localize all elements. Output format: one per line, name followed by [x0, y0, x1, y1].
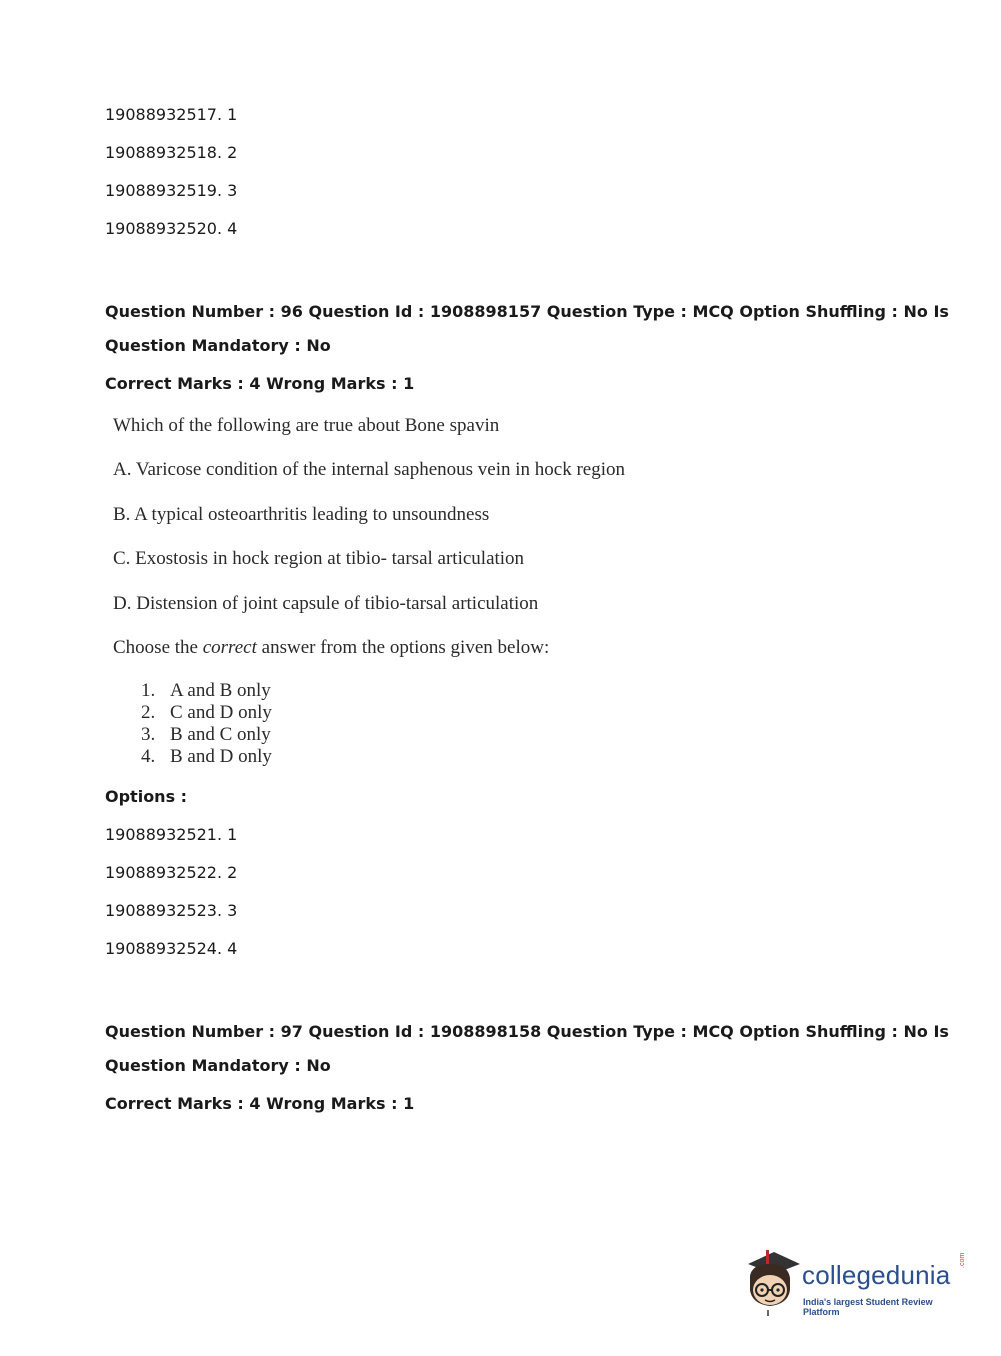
option-line: 19088932523. 3 — [105, 901, 238, 920]
mascot-icon — [740, 1246, 800, 1318]
option-line: 19088932524. 4 — [105, 939, 238, 958]
question-header: Question Number : 97 Question Id : 1908898158 Question Type : MCQ Option Shuffling : No Is — [105, 1022, 949, 1041]
option-line: 19088932517. 1 — [105, 105, 238, 124]
question-text: Which of the following are true about Bone spavin — [113, 415, 500, 436]
option-line: 19088932518. 2 — [105, 143, 238, 162]
collegedunia-logo — [740, 1246, 970, 1326]
choose-instruction: Choose the correct answer from the options given below: — [113, 637, 550, 658]
question-header-cont: Question Mandatory : No — [105, 336, 331, 355]
marks-line: Correct Marks : 4 Wrong Marks : 1 — [105, 1094, 415, 1113]
option-line: 19088932520. 4 — [105, 219, 238, 238]
option-line: 19088932522. 2 — [105, 863, 238, 882]
marks-line: Correct Marks : 4 Wrong Marks : 1 — [105, 374, 415, 393]
logo-name: collegedunia — [802, 1260, 951, 1290]
question-header-cont: Question Mandatory : No — [105, 1056, 331, 1075]
statement-b: B. A typical osteoarthritis leading to unsoundness — [113, 504, 490, 525]
options-label: Options : — [105, 787, 188, 806]
option-line: 19088932521. 1 — [105, 825, 238, 844]
logo-suffix: .com — [959, 1252, 966, 1268]
question-header: Question Number : 96 Question Id : 1908898157 Question Type : MCQ Option Shuffling : No Is — [105, 302, 949, 321]
logo-tagline: India's largest Student Review Platform — [803, 1297, 933, 1317]
statement-a: A. Varicose condition of the internal saphenous vein in hock region — [113, 459, 625, 480]
statement-d: D. Distension of joint capsule of tibio-tarsal articulation — [113, 593, 539, 614]
statement-c: C. Exostosis in hock region at tibio- tarsal articulation — [113, 548, 525, 569]
option-line: 19088932519. 3 — [105, 181, 238, 200]
